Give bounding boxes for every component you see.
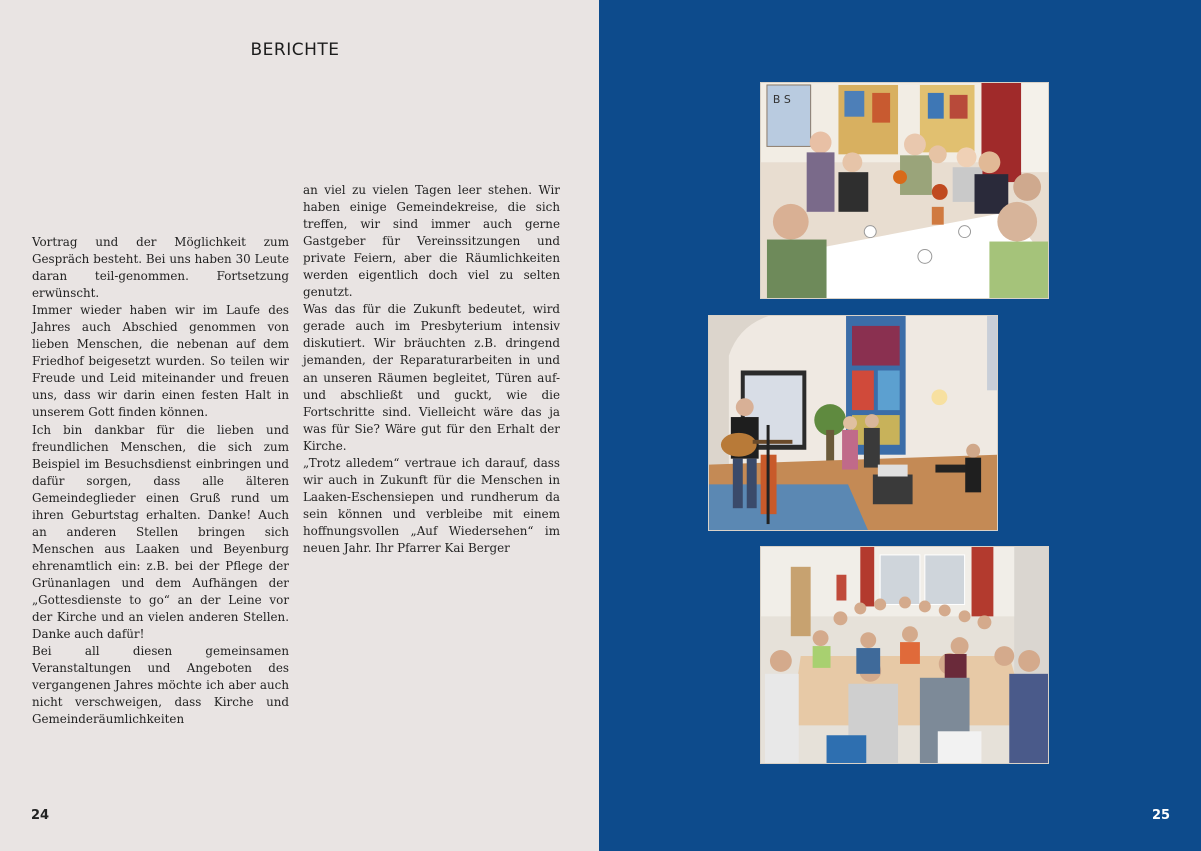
- paragraph: Ich bin dankbar für die lieben und freundlichen Menschen, die sich zum Beispiel im Besuchsdienst einbringen und dafür sorgen, dass alle älteren Gemeindeglieder einen Gruß rund um ihren Geburtstag erhalten. Danke! Auch an anderen Stellen bringen sich Menschen aus Laaken und Beyenburg ehrenamtlich ein: z.B. bei der Pflege der Grünanlagen und dem Aufhängen der „Gottesdienste to go“ an der Leine vor der Kirche und an vielen anderen Stellen. Danke auch dafür!: [32, 422, 289, 642]
- paragraph: „Trotz alledem“ vertraue ich darauf, dass wir auch in Zukunft für die Menschen in Laaken-Eschensiepen und rundherum da sein können und verbleibe mit einem hoffnungsvollen „Auf Wiedersehen“ im neuen Jahr. Ihr Pfarrer Kai Berger: [303, 455, 560, 555]
- paragraph: Was das für die Zukunft bedeutet, wird gerade auch im Presbyterium intensiv diskutiert. Wir bräuchten z.B. dringend jemanden, der Reparaturarbeiten in und an unseren Räumen begleitet, Türen auf- und abschließt und guckt, wie die Fortschritte sind. Vielleicht wäre das ja was für Sie? Wäre gut für den Erhalt der Kirche.: [303, 302, 560, 453]
- photo-church-concert: [708, 315, 998, 531]
- paragraph: Immer wieder haben wir im Laufe des Jahres auch Abschied genommen von lieben Menschen, die nebenan auf dem Friedhof beigesetzt wurden. So teilen wir Freude und Leid miteinander und freuen uns, dass wir darin einen festen Halt in unserem Gott finden können.: [32, 303, 289, 420]
- page-number-right: 25: [1152, 808, 1171, 823]
- page-number-left: 24: [31, 808, 50, 823]
- text-column-2: [303, 182, 560, 557]
- text-column-1: [32, 234, 289, 728]
- window-letters: B S: [772, 92, 791, 106]
- left-page: [0, 0, 599, 851]
- paragraph: Vortrag und der Möglichkeit zum Gespräch besteht. Bei uns haben 30 Leute daran teil-genommen. Fortsetzung erwünscht.: [32, 235, 289, 301]
- paragraph: Bei all diesen gemeinsamen Veranstaltungen und Angeboten des vergangenen Jahres möchte ich aber auch nicht verschweigen, dass Kirche und Gemeinderäumlichkeiten: [32, 644, 289, 727]
- section-title: BERICHTE: [250, 40, 340, 60]
- photo-group-dinner: [760, 546, 1049, 764]
- photo-cafe-gathering: [760, 82, 1049, 299]
- paragraph: an viel zu vielen Tagen leer stehen. Wir haben einige Gemeindekreise, die sich treffen, wir sind immer auch gerne Gastgeber für Vereinssitzungen und private Feiern, aber die Räumlichkeiten werden eigentlich doch viel zu selten genutzt.: [303, 183, 560, 300]
